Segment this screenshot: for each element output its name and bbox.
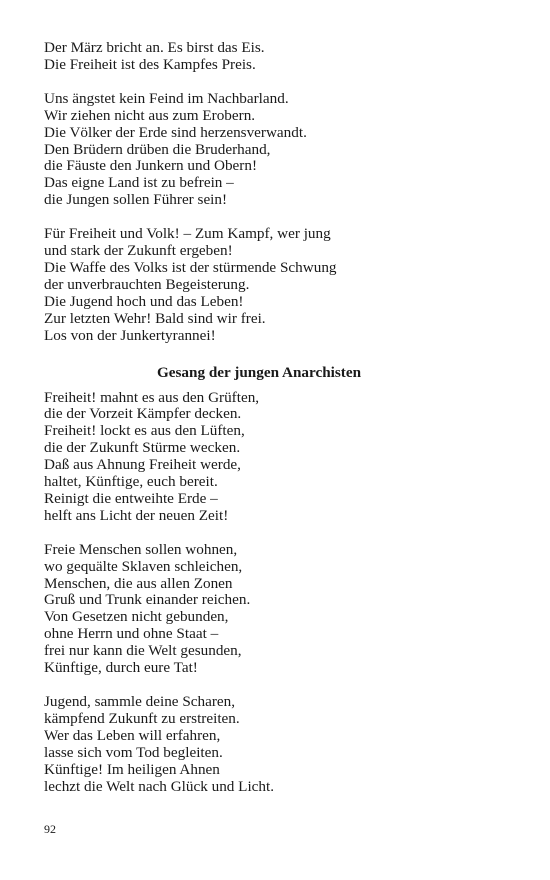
poem-part-1 xyxy=(44,40,514,345)
poem-line: Gruß und Trunk einander reichen. xyxy=(44,591,251,609)
poem-line: Reinigt die entweihte Erde – xyxy=(44,489,218,507)
poem-line: Menschen, die aus allen Zonen xyxy=(44,574,233,592)
poem-line: Die Jugend hoch und das Leben! xyxy=(44,292,244,310)
poem-line: ohne Herrn und ohne Staat – xyxy=(44,625,219,643)
poem-line: Die Waffe des Volks ist der stürmende Schwung xyxy=(44,258,337,276)
poem-line: frei nur kann die Welt gesunden, xyxy=(44,642,242,660)
stanza xyxy=(44,91,514,209)
poem-line: Die Völker der Erde sind herzensverwandt. xyxy=(44,123,307,141)
stanza xyxy=(44,226,514,344)
poem-line: der unverbrauchten Begeisterung. xyxy=(44,275,250,293)
poem-part-2 xyxy=(44,390,514,796)
poem-line: Freie Menschen sollen wohnen, xyxy=(44,540,238,558)
poem-line: wo gequälte Sklaven schleichen, xyxy=(44,557,243,575)
page-number: 92 xyxy=(44,822,56,836)
poem-line: die Fäuste den Junkern und Obern! xyxy=(44,157,257,175)
poem-line: haltet, Künftige, euch bereit. xyxy=(44,473,218,491)
poem-line: Los von der Junkertyrannei! xyxy=(44,326,216,344)
stanza xyxy=(44,542,514,677)
stanza xyxy=(44,694,514,795)
poem-line: die der Vorzeit Kämpfer decken. xyxy=(44,405,242,423)
poem-line: Wer das Leben will erfahren, xyxy=(44,726,221,744)
poem-line: kämpfend Zukunft zu erstreiten. xyxy=(44,709,240,727)
poem-line: Jugend, sammle deine Scharen, xyxy=(44,693,236,710)
poem-line: Wir ziehen nicht aus zum Erobern. xyxy=(44,106,256,124)
poem-line: Daß aus Ahnung Freiheit werde, xyxy=(44,456,241,474)
poem-line: Freiheit! lockt es aus den Lüften, xyxy=(44,422,245,440)
poem-line: Zur letzten Wehr! Bald sind wir frei. xyxy=(44,309,266,327)
poem-line: die der Zukunft Stürme wecken. xyxy=(44,439,241,457)
poem-line: Von Gesetzen nicht gebunden, xyxy=(44,608,229,626)
poem-line: Künftige, durch eure Tat! xyxy=(44,659,198,677)
page-text xyxy=(44,40,514,812)
poem-line: Das eigne Land ist zu befrein – xyxy=(44,174,234,192)
poem-heading: Gesang der jungen Anarchisten xyxy=(156,363,362,381)
poem-line: Die Freiheit ist des Kampfes Preis. xyxy=(44,55,256,73)
poem-line: die Jungen sollen Führer sein! xyxy=(44,191,228,209)
poem-line: Den Brüdern drüben die Bruderhand, xyxy=(44,140,271,158)
poem-line: Uns ängstet kein Feind im Nachbarland. xyxy=(44,89,289,107)
poem-line: Der März bricht an. Es birst das Eis. xyxy=(44,39,265,56)
poem-line: Für Freiheit und Volk! – Zum Kampf, wer jung xyxy=(44,225,331,243)
poem-line: lechzt die Welt nach Glück und Licht. xyxy=(44,777,275,795)
poem-line: und stark der Zukunft ergeben! xyxy=(44,242,233,260)
stanza xyxy=(44,390,514,525)
poem-line: helft ans Licht der neuen Zeit! xyxy=(44,506,229,524)
poem-line: lasse sich vom Tod begleiten. xyxy=(44,743,223,761)
stanza xyxy=(44,40,514,74)
poem-line: Freiheit! mahnt es aus den Grüften, xyxy=(44,388,260,406)
poem-line: Künftige! Im heiligen Ahnen xyxy=(44,760,220,778)
